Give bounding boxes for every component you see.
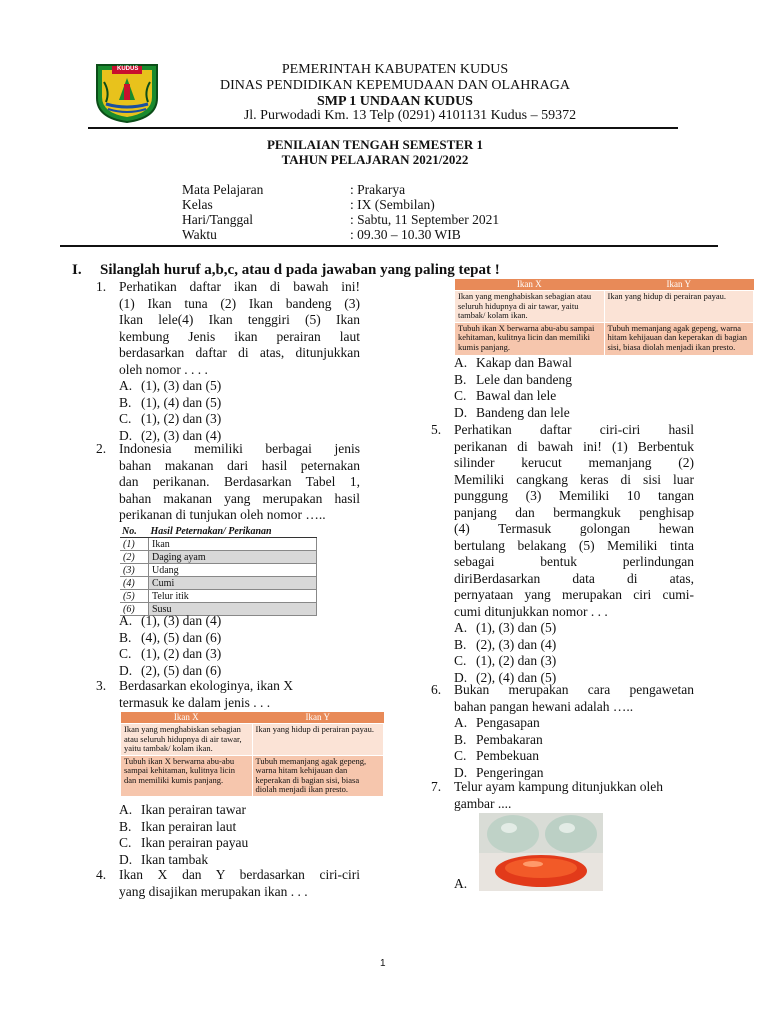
question-line: kembung Jenis ikan perairan laut (119, 328, 360, 344)
question-line: cumi ditunjukkan nomor . . . (454, 603, 608, 619)
info-label: Hari/Tanggal (182, 212, 254, 227)
question-line: Memiliki cangkang keras di sisi luar (454, 471, 694, 487)
answer-option[interactable]: A. (1), (3) dan (4) (119, 613, 222, 628)
answer-option[interactable]: C. Pembekuan (454, 748, 539, 763)
table-header: Ikan X (121, 712, 253, 724)
header-school: SMP 1 UNDAAN KUDUS (317, 94, 473, 109)
table-header: Ikan Y (604, 279, 754, 291)
question-number: 3. (96, 678, 107, 693)
fish-table-right (454, 279, 754, 356)
question-line: diriBerdasarkan data di atas, (454, 570, 694, 586)
info-label: Waktu (182, 227, 217, 242)
question-3 (119, 678, 360, 711)
header-agency: DINAS PENDIDIKAN KEPEMUDAAN DAN OLAHRAGA (220, 78, 570, 93)
question-4-options (454, 355, 572, 421)
question-4 (119, 867, 360, 900)
answer-option[interactable]: D. Bandeng dan lele (454, 404, 570, 420)
question-number: 5. (431, 422, 442, 437)
question-line: sebagai bentuk perlindungan (454, 554, 694, 569)
table-row: (4) Cumi (120, 577, 317, 590)
table-header: Ikan Y (252, 712, 384, 724)
info-value: : 09.30 – 10.30 WIB (350, 227, 461, 242)
answer-option[interactable]: B. (2), (3) dan (4) (454, 636, 557, 652)
table-row: (5) Telur itik (120, 590, 317, 603)
answer-option[interactable]: C. (1), (2) dan (3) (119, 646, 222, 661)
section-title: Silanglah huruf a,b,c, atau d pada jawaban yang paling tepat ! (100, 262, 500, 278)
school-logo (94, 62, 160, 124)
answer-option[interactable]: D. (2), (3) dan (4) (119, 427, 222, 443)
table-row: (3) Udang (120, 564, 317, 577)
question-line: (1) Ikan tuna (2) Ikan bandeng (3) (119, 295, 360, 311)
question-line: punggung (3) Memiliki 10 tangan (454, 488, 694, 503)
table-row: Ikan yang menghabiskan sebagian atau seluruh hidupnya di air tawar, yaitu tambak/ kolam ikan. Ikan yang hidup di perairan payau. (455, 291, 754, 323)
table-row: (1) Ikan (120, 538, 317, 551)
question-line: gambar .... (454, 795, 512, 811)
answer-option[interactable]: C. (1), (2) dan (3) (119, 411, 222, 426)
question-line: Telur ayam kampung ditunjukkan oleh (454, 779, 664, 794)
question-number: 2. (96, 441, 107, 456)
table-header: Hasil Peternakan/ Perikanan (149, 525, 317, 538)
info-value: : Prakarya (350, 182, 406, 197)
logo-text: KUDUS (117, 66, 139, 72)
answer-option[interactable]: B. (1), (4) dan (5) (119, 394, 222, 410)
header-gov: PEMERINTAH KABUPATEN KUDUS (281, 62, 509, 77)
question-line: bahan makanan dari hasil peternakan (119, 457, 360, 473)
question-line: Ikan lele(4) Ikan tenggiri (5) Ikan (119, 312, 360, 327)
question-number: 4. (96, 867, 107, 882)
question-line: pernyataan yang merupakan ciri cumi- (454, 587, 694, 602)
question-5 (454, 422, 694, 686)
answer-option[interactable]: B. Ikan perairan laut (119, 818, 237, 834)
exam-title: PENILAIAN TENGAH SEMESTER 1 (266, 137, 484, 152)
answer-option[interactable]: A. Kakap dan Bawal (454, 355, 572, 370)
info-rule (60, 245, 718, 247)
answer-option[interactable]: C. (1), (2) dan (3) (454, 653, 557, 668)
info-label: Kelas (182, 197, 213, 212)
question-number: 6. (431, 682, 442, 697)
question-line: perikanan di bawah ini! (1) Berbentuk (454, 438, 694, 454)
question-line: dan perikanan. Berdasarkan Tabel 1, (119, 474, 360, 489)
answer-option[interactable]: D. (2), (5) dan (6) (119, 662, 222, 678)
table-header: No. (120, 525, 149, 538)
question-line: (4) Termasuk golongan hewan (454, 521, 694, 536)
question-2 (119, 441, 360, 524)
answer-option[interactable]: D. Pengeringan (454, 764, 544, 780)
table-row: (2) Daging ayam (120, 551, 317, 564)
egg-image (479, 813, 603, 891)
answer-option[interactable]: D. (2), (4) dan (5) (454, 669, 557, 685)
header-address: Jl. Purwodadi Km. 13 Telp (0291) 4101131 Kudus – 59372 (243, 108, 577, 123)
answer-option[interactable]: A. Ikan perairan tawar (119, 802, 246, 817)
question-number: 7. (431, 779, 442, 794)
question-6 (454, 682, 694, 781)
table-row: Tubuh ikan X berwarna abu-abu sampai kehitaman, kulitnya licin dan memiliki kumis panjang. Tubuh memanjang agak gepeng, warna hitam kehijauan dan keperakan di bagian sisi, biasa diolah menjadi ikan presto. (455, 322, 754, 355)
table-1 (120, 525, 317, 616)
answer-option[interactable]: D. Ikan tambak (119, 851, 209, 867)
question-7 (454, 779, 699, 812)
question-line: Indonesia memiliki berbagai jenis (119, 441, 360, 456)
answer-option[interactable]: A. (1), (3) dan (5) (454, 620, 557, 635)
answer-option-a[interactable]: A. (454, 876, 468, 891)
question-line: berdasarkan daftar di atas, ditunjukkan (119, 345, 360, 360)
page-number: 1 (380, 958, 386, 969)
table-row: Tubuh ikan X berwarna abu-abu sampai kehitaman, kulitnya licin dan memiliki kumis panjang. Tubuh memanjang agak gepeng, warna hitam kehijauan dan keperakan di bagian sisi, biasa diolah menjadi ikan presto. (121, 755, 384, 796)
question-line: termasuk ke dalam jenis . . . (119, 694, 271, 710)
fish-table-left (120, 712, 384, 797)
question-line: Bukan merupakan cara pengawetan (454, 682, 694, 697)
exam-year: TAHUN PELAJARAN 2021/2022 (281, 152, 469, 167)
question-line: Ikan X dan Y berdasarkan ciri-ciri (119, 867, 360, 882)
question-line: bertulang belakang (5) Memiliki tinta (454, 537, 694, 553)
question-2-options (119, 613, 221, 679)
question-line: panjang dan bermangkuk penghisap (454, 504, 694, 520)
question-3-options (119, 802, 248, 868)
question-line: perikanan di tunjukan oleh nomor ….. (119, 507, 326, 522)
answer-option[interactable]: B. Lele dan bandeng (454, 371, 572, 387)
answer-option[interactable]: A. (1), (3) dan (5) (119, 378, 222, 393)
question-line: bahan pangan hewani adalah ….. (454, 698, 634, 714)
answer-option[interactable]: C. Bawal dan lele (454, 388, 557, 403)
section-number: I. (72, 262, 82, 278)
question-line: Perhatikan daftar ciri-ciri hasil (454, 422, 694, 437)
answer-option[interactable]: A. Pengasapan (454, 715, 540, 730)
question-line: Berdasarkan ekologinya, ikan X (119, 678, 293, 693)
question-line: oleh nomor . . . . (119, 361, 208, 377)
question-number: 1. (96, 279, 107, 294)
info-value: : IX (Sembilan) (350, 197, 435, 212)
answer-option[interactable]: B. (4), (5) dan (6) (119, 629, 222, 645)
question-line: bahan makanan yang merupakan hasil (119, 490, 360, 506)
question-line: Perhatikan daftar ikan di bawah ini! (119, 279, 360, 294)
answer-option[interactable]: B. Pembakaran (454, 731, 543, 747)
table-row: Ikan yang menghabiskan sebagian atau seluruh hidupnya di air tawar, yaitu tambak/ kolam ikan. Ikan yang hidup di perairan payau. (121, 724, 384, 756)
answer-option[interactable]: C. Ikan perairan payau (119, 835, 249, 850)
table-row: (6) Susu (120, 603, 317, 616)
question-1 (119, 279, 360, 444)
table-header: Ikan X (455, 279, 605, 291)
question-line: yang disajikan merupakan ikan . . . (119, 883, 308, 899)
header-rule (88, 127, 678, 129)
info-label: Mata Pelajaran (182, 182, 264, 197)
info-value: : Sabtu, 11 September 2021 (350, 212, 500, 227)
question-line: silinder kerucut memanjang (2) (454, 455, 694, 470)
